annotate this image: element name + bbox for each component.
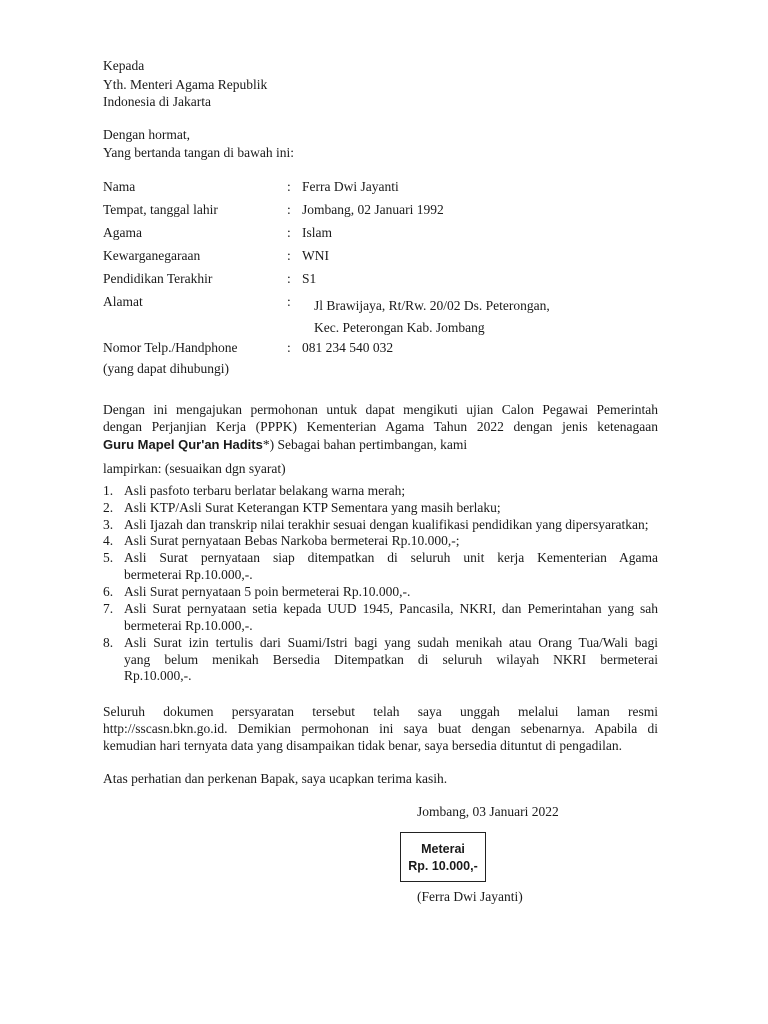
address-line-1: Jl Brawijaya, Rt/Rw. 20/02 Ds. Peterongan,: [314, 298, 550, 313]
list-item-number: 8.: [103, 635, 114, 650]
position-name: Guru Mapel Qur'an Hadits: [103, 437, 263, 452]
phone-label: Nomor Telp./Handphone: [103, 340, 238, 355]
list-item: [124, 601, 658, 634]
list-item-number: 4.: [103, 533, 114, 548]
recipient-line-2: Yth. Menteri Agama Republik: [103, 77, 268, 92]
list-item-text: Asli Surat pernyataan setia kepada UUD 1945, Pancasila, NKRI, dan Pemerintahan yang sah: [124, 601, 658, 616]
identity-label: Nama: [103, 179, 136, 194]
request-line-3: [103, 437, 467, 453]
list-item-text: Asli Surat pernyataan 5 poin bermeterai Rp.10.000,-.: [124, 584, 411, 599]
identity-value: Jombang, 02 Januari 1992: [302, 202, 444, 217]
request-line-2: dengan Perjanjian Kerja (PPPK) Kementerian Agama Tahun 2022 dengan jenis ketenagaan: [103, 419, 658, 434]
identity-separator: :: [287, 225, 291, 240]
list-item-text: Asli Surat pernyataan siap ditempatkan di seluruh unit kerja Kementerian Agama: [124, 550, 658, 565]
list-item-text: Rp.10.000,-.: [124, 668, 192, 683]
list-item-text: yang belum menikah Bersedia Ditempatkan di seluruh wilayah NKRI bermeterai: [124, 651, 658, 667]
identity-value: Ferra Dwi Jayanti: [302, 179, 399, 194]
identity-separator: :: [287, 340, 291, 355]
intro-text: Yang bertanda tangan di bawah ini:: [103, 145, 294, 160]
identity-separator: :: [287, 248, 291, 263]
address-label: Alamat: [103, 294, 143, 309]
list-item-number: 7.: [103, 601, 114, 616]
list-item: [124, 517, 658, 534]
list-item: [124, 533, 658, 550]
signatory-name: (Ferra Dwi Jayanti): [417, 889, 523, 904]
identity-label: Pendidikan Terakhir: [103, 271, 213, 286]
identity-label: Agama: [103, 225, 142, 240]
list-item-text: Asli Surat pernyataan Bebas Narkoba bermeterai Rp.10.000,-;: [124, 533, 460, 548]
list-item-text: Asli Surat izin tertulis dari Suami/Istri bagi yang sudah menikah atau Orang Tua/Wali bagi: [124, 635, 658, 650]
list-item-text: Asli Ijazah dan transkrip nilai terakhir sesuai dengan kualifikasi pendidikan yang dipersyaratkan;: [124, 517, 649, 532]
stamp-duty-box: [400, 832, 486, 882]
list-item-text: bermeterai Rp.10.000,-.: [124, 617, 253, 633]
identity-label: Kewarganegaraan: [103, 248, 201, 263]
closing-line-2: http://sscasn.bkn.go.id. Demikian permohonan ini saya buat dengan sebenarnya. Apabila di: [103, 721, 658, 736]
identity-separator: :: [287, 179, 291, 194]
identity-value: Islam: [302, 225, 332, 240]
list-item-number: 3.: [103, 517, 114, 532]
list-item: [124, 584, 658, 601]
list-item-number: 1.: [103, 483, 114, 498]
request-line-3-rest: *) Sebagai bahan pertimbangan, kami: [262, 437, 468, 452]
phone-value: 081 234 540 032: [302, 340, 394, 355]
list-item-number: 2.: [103, 500, 114, 515]
closing-line-3: kemudian hari ternyata data yang disampaikan tidak benar, saya bersedia dituntut di pengadilan.: [103, 738, 623, 753]
request-line-4: lampirkan: (sesuaikan dgn syarat): [103, 461, 286, 476]
place-date: Jombang, 03 Januari 2022: [417, 804, 559, 819]
phone-note: (yang dapat dihubungi): [103, 361, 229, 376]
address-line-2: Kec. Peterongan Kab. Jombang: [314, 320, 485, 335]
list-item-text: Asli KTP/Asli Surat Keterangan KTP Sementara yang masih berlaku;: [124, 500, 501, 515]
list-item: [124, 500, 658, 517]
recipient-line-3: Indonesia di Jakarta: [103, 94, 211, 109]
closing-line-1: Seluruh dokumen persyaratan tersebut telah saya unggah melalui laman resmi: [103, 704, 658, 719]
identity-label: Tempat, tanggal lahir: [103, 202, 218, 217]
identity-value: WNI: [302, 248, 329, 263]
identity-separator: :: [287, 202, 291, 217]
request-line-1: Dengan ini mengajukan permohonan untuk dapat mengikuti ujian Calon Pegawai Pemerintah: [103, 402, 658, 417]
list-item-text: Asli pasfoto terbaru berlatar belakang warna merah;: [124, 483, 406, 498]
identity-value: S1: [302, 271, 317, 286]
list-item-number: 6.: [103, 584, 114, 599]
list-item-text: bermeterai Rp.10.000,-.: [124, 566, 253, 582]
list-item: [124, 483, 658, 500]
stamp-line-2: Rp. 10.000,-: [408, 859, 478, 873]
identity-separator: :: [287, 271, 291, 286]
list-item-number: 5.: [103, 550, 114, 565]
thanks-text: Atas perhatian dan perkenan Bapak, saya ucapkan terima kasih.: [103, 771, 448, 786]
greeting: Dengan hormat,: [103, 127, 190, 142]
list-item: [124, 550, 658, 583]
list-item: [124, 635, 658, 685]
stamp-line-1: Meterai: [421, 842, 465, 856]
recipient-line-1: Kepada: [103, 58, 145, 73]
identity-separator: :: [287, 294, 291, 309]
